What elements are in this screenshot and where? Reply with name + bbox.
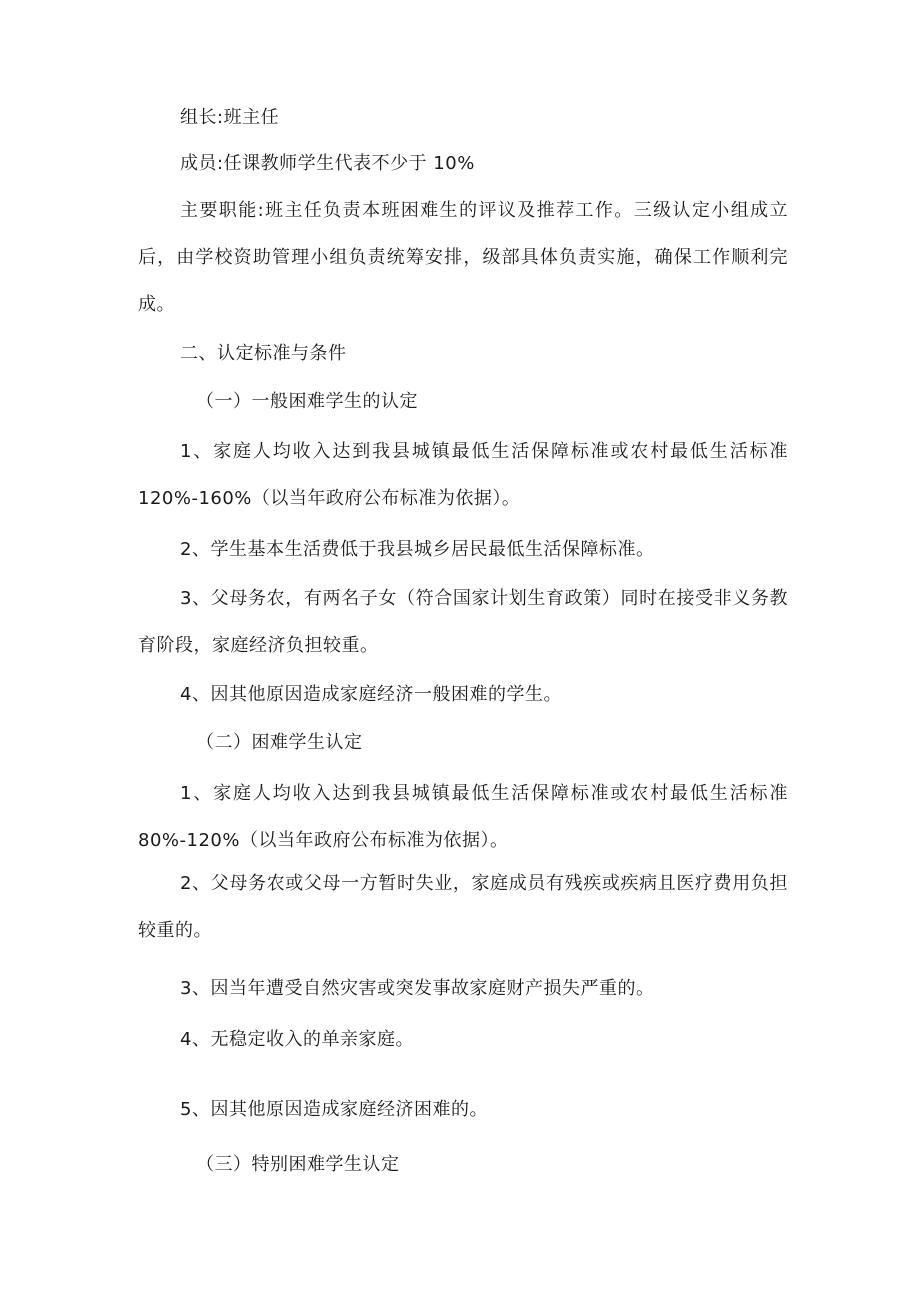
list-item-difficult-3: 3、因当年遭受自然灾害或突发事故家庭财产损失严重的。	[180, 978, 655, 999]
list-item-general-2: 2、学生基本生活费低于我县城乡居民最低生活保障标准。	[180, 539, 655, 560]
subsection-heading-3: （三）特别困难学生认定	[196, 1154, 400, 1175]
section-heading-2: 二、认定标准与条件	[180, 343, 347, 364]
list-item-difficult-4: 4、无稳定收入的单亲家庭。	[180, 1029, 414, 1050]
list-item-difficult-5: 5、因其他原因造成家庭经济困难的。	[180, 1099, 488, 1120]
list-item-difficult-2: 2、父母务农或父母一方暂时失业，家庭成员有残疾或疾病且医疗费用负担较重的。	[138, 873, 788, 941]
subsection-heading-1: （一）一般困难学生的认定	[196, 391, 418, 412]
list-item-difficult-1: 1、家庭人均收入达到我县城镇最低生活保障标准或农村最低生活标准80%-120%（以当年政府公布标准为依据）。	[138, 783, 788, 851]
list-item-general-3: 3、父母务农，有两名子女（符合国家计划生育政策）同时在接受非义务教育阶段，家庭经济负担较重。	[138, 588, 788, 656]
subsection-heading-2: （二）困难学生认定	[196, 732, 363, 753]
list-item-general-4: 4、因其他原因造成家庭经济一般困难的学生。	[180, 684, 562, 705]
paragraph-duties: 主要职能:班主任负责本班困难生的评议及推荐工作。三级认定小组成立后，由学校资助管理小组负责统筹安排，级部具体负责实施，确保工作顺利完成。	[138, 200, 788, 315]
list-item-general-1: 1、家庭人均收入达到我县城镇最低生活保障标准或农村最低生活标准120%-160%（以当年政府公布标准为依据）。	[138, 441, 788, 509]
line-leader: 组长:班主任	[180, 107, 280, 128]
line-members: 成员:任课教师学生代表不少于 10%	[180, 153, 475, 174]
